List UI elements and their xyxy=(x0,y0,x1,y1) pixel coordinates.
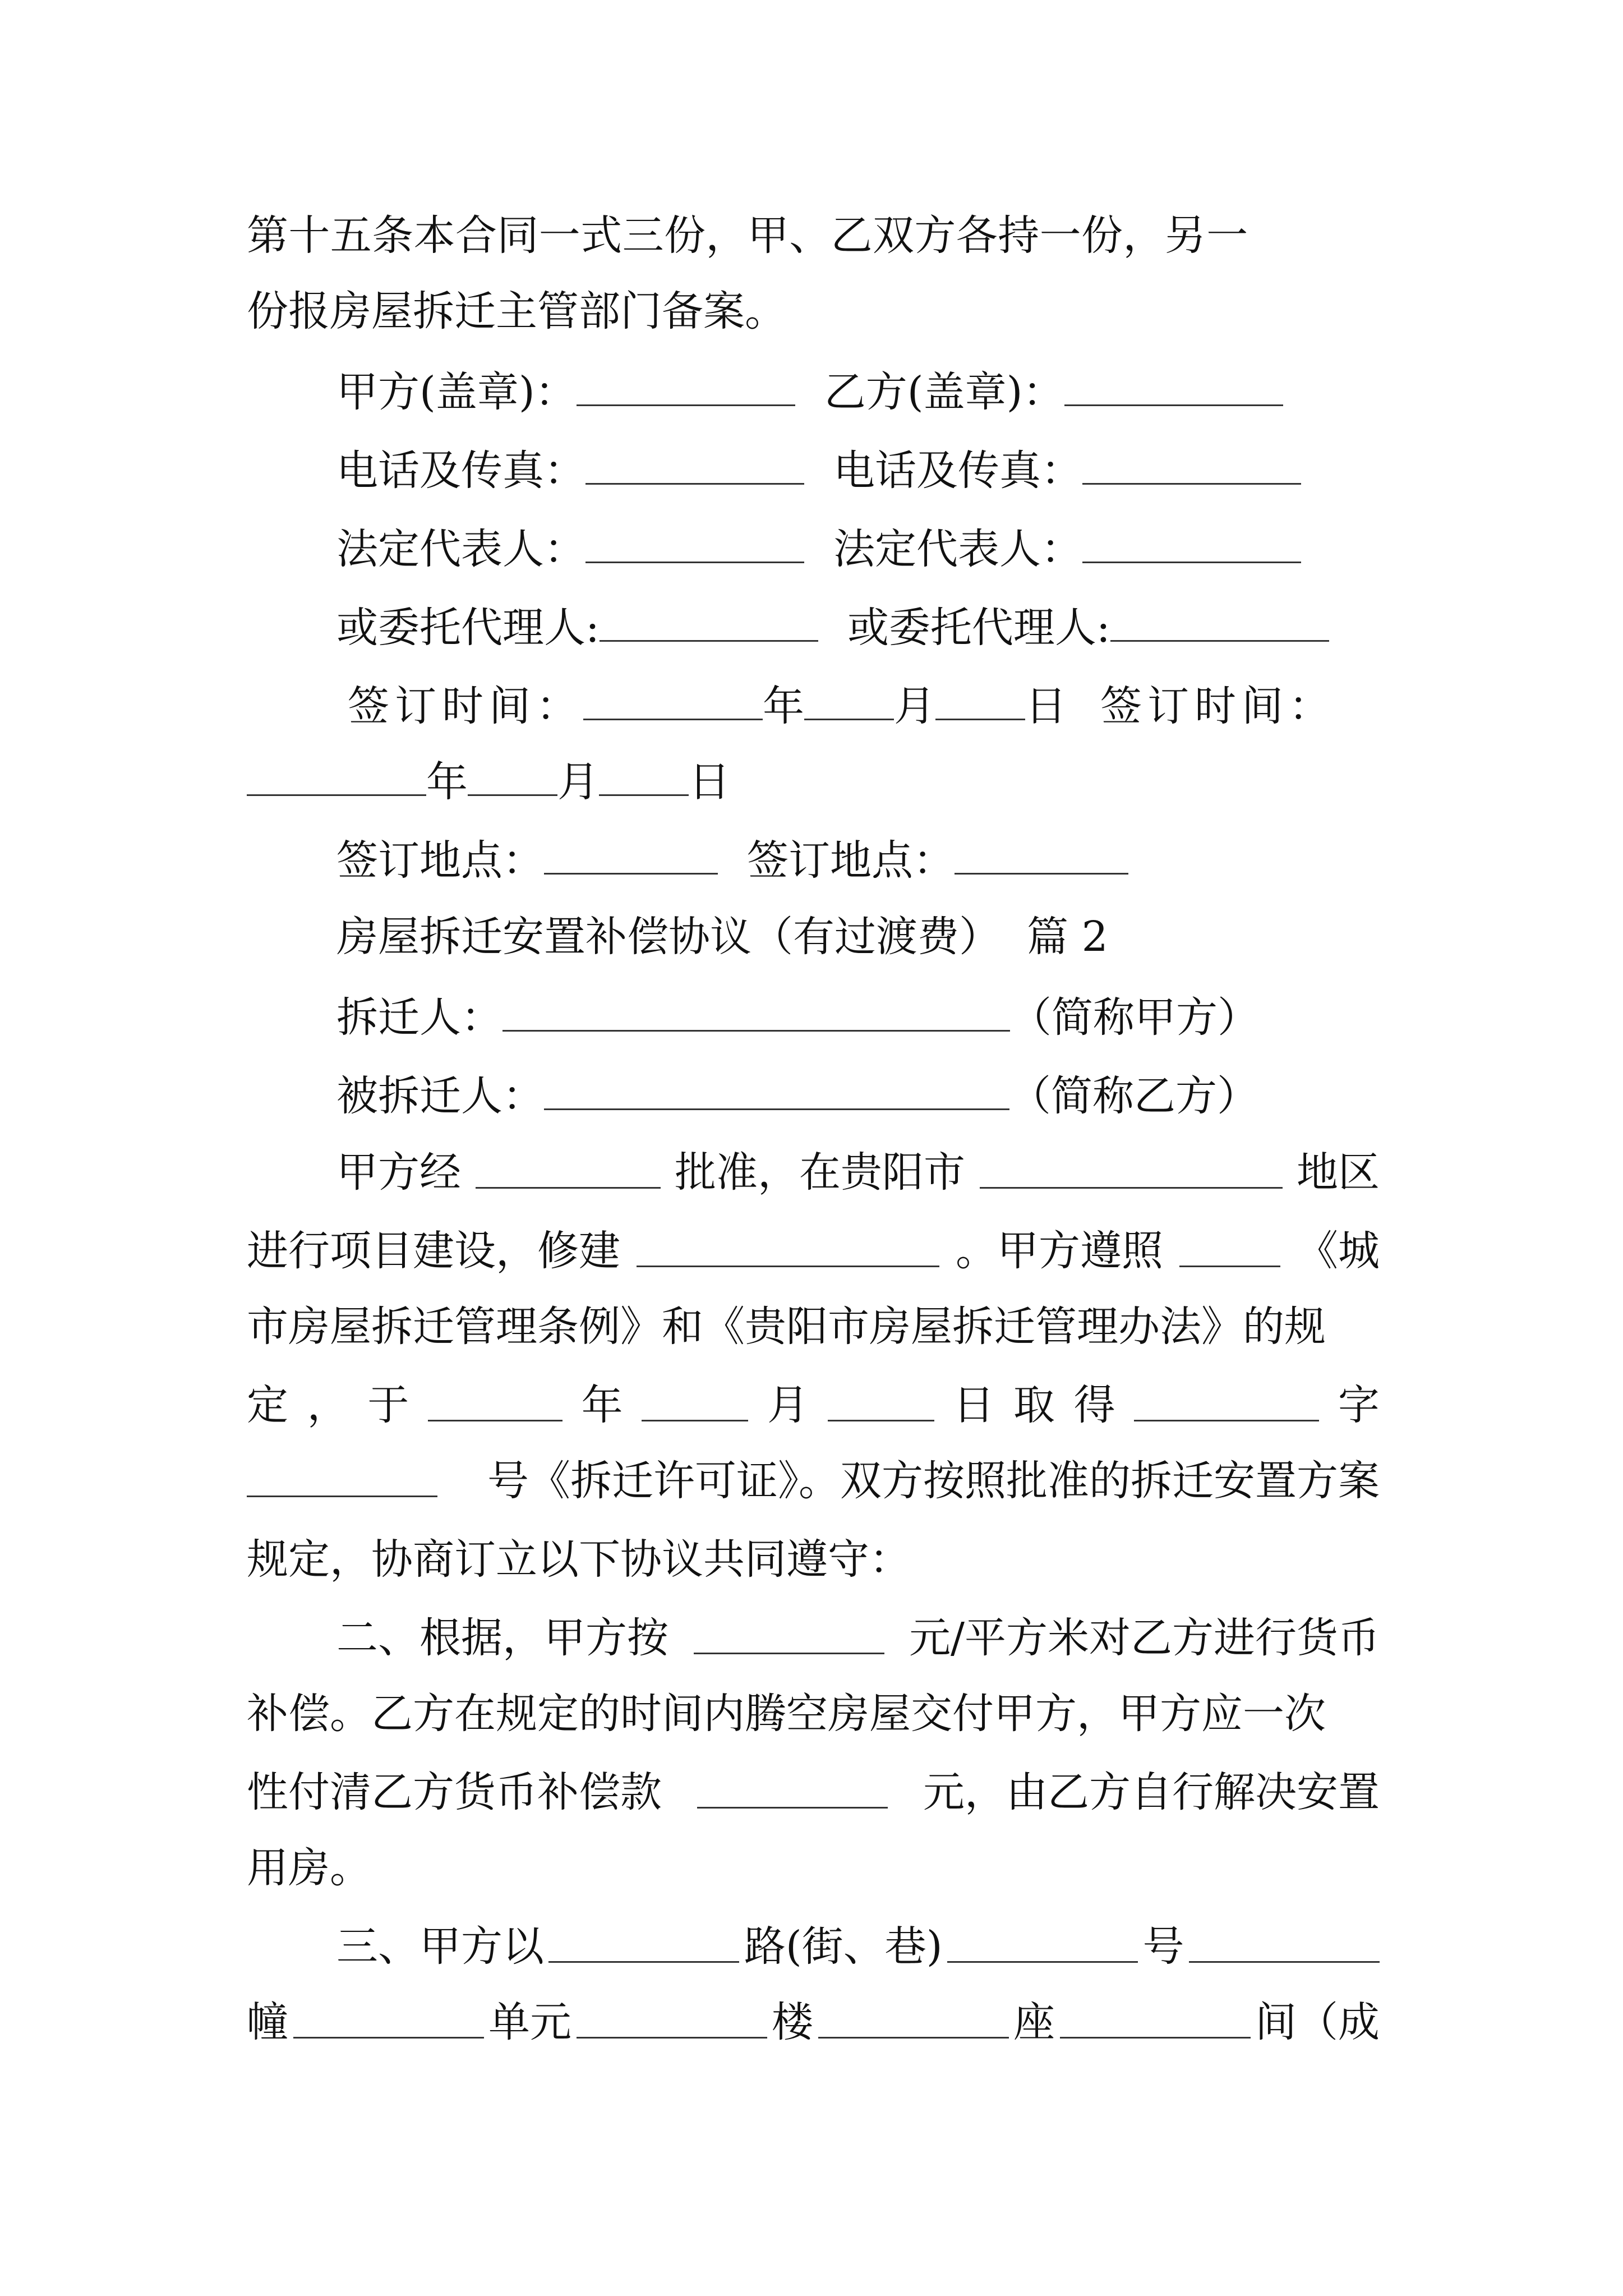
party-b-seal-blank[interactable] xyxy=(1064,362,1283,406)
party-a-legal-rep-label: 法定代表人： xyxy=(336,525,585,573)
intro-t7: 定 xyxy=(247,1381,288,1429)
clause15-line2-text: 份报房屋拆迁主管部门备案。 xyxy=(247,287,786,335)
party-b-tel-fax-blank[interactable] xyxy=(1082,440,1301,485)
clause3-t3: 号 xyxy=(1142,1922,1184,1971)
building-blank[interactable] xyxy=(1189,1918,1380,1963)
intro-t10: 年 xyxy=(581,1381,623,1429)
permit-number-blank[interactable] xyxy=(247,1453,437,1497)
permit-year-blank[interactable] xyxy=(428,1377,562,1421)
clause15-line1 xyxy=(247,208,1380,264)
seat-blank[interactable] xyxy=(818,1994,1009,2039)
intro-t5: 。甲方遵照 xyxy=(956,1227,1163,1275)
seal-row xyxy=(336,362,1283,418)
intro-line3 xyxy=(247,1299,1380,1355)
party-b-seal-label: 乙方(盖章)： xyxy=(824,368,1064,416)
party-b-day-label: 日 xyxy=(689,758,730,806)
party-a-tel-fax-label: 电话及传真： xyxy=(336,447,585,495)
party-a-tel-fax-blank[interactable] xyxy=(585,440,804,485)
intro-line1 xyxy=(336,1144,1380,1200)
intro-line3-text: 市房屋拆迁管理条例》和《贵阳市房屋拆迁管理办法》的规 xyxy=(247,1303,1326,1351)
party-a-sign-place-blank[interactable] xyxy=(544,830,718,875)
unit-blank[interactable] xyxy=(293,1994,484,2039)
demolisher-row xyxy=(336,987,1259,1043)
party-a-month-blank[interactable] xyxy=(804,676,894,720)
road-blank[interactable] xyxy=(548,1918,739,1963)
clause3-t8: 间（成 xyxy=(1255,1998,1380,2046)
intro-t9: 于 xyxy=(367,1381,409,1429)
party-b-sign-time-label: 签订时间： xyxy=(1100,682,1336,730)
clause2-t1: 二、根据，甲方按 xyxy=(336,1614,668,1662)
demolisher-note: （简称甲方） xyxy=(1010,993,1259,1042)
party-b-legal-rep-blank[interactable] xyxy=(1082,519,1301,563)
clause3-t2: 路(街、巷) xyxy=(744,1922,943,1971)
intro-t3: 地区 xyxy=(1297,1148,1380,1197)
district-blank[interactable] xyxy=(980,1144,1283,1189)
intro-line6-text: 规定，协商订立以下协议共同遵守： xyxy=(247,1535,911,1584)
house-number-blank[interactable] xyxy=(947,1918,1138,1963)
party-b-sign-place-label: 签订地点： xyxy=(747,836,955,885)
party-a-year-blank[interactable] xyxy=(583,676,763,720)
intro-t14: 得 xyxy=(1073,1381,1115,1429)
relocatee-note: （简称乙方） xyxy=(1009,1072,1258,1120)
clause3-line2 xyxy=(247,1994,1380,2050)
party-a-seal-label: 甲方(盖章)： xyxy=(336,368,577,416)
intro-line6 xyxy=(247,1531,911,1588)
clause2-line2-text: 补偿。乙方在规定的时间内腾空房屋交付甲方，甲方应一次 xyxy=(247,1690,1326,1738)
clause2-line2 xyxy=(247,1686,1380,1742)
party-b-tel-fax-label: 电话及传真： xyxy=(833,447,1082,495)
compensation-amount-blank[interactable] xyxy=(697,1764,888,1809)
agent-row xyxy=(336,597,1329,654)
party-b-month-label: 月 xyxy=(557,758,599,806)
intro-t1: 甲方经 xyxy=(336,1148,461,1197)
permit-day-blank[interactable] xyxy=(828,1377,934,1421)
permit-month-blank[interactable] xyxy=(642,1377,748,1421)
clause2-t2: 元/平方米对乙方进行货币 xyxy=(909,1614,1380,1662)
intro-t8: ， xyxy=(307,1381,349,1429)
relocatee-blank[interactable] xyxy=(544,1066,1009,1110)
party-a-agent-blank[interactable] xyxy=(600,597,818,642)
party-a-legal-rep-blank[interactable] xyxy=(585,519,804,563)
party-b-agent-label: 或委托代理人: xyxy=(847,604,1110,652)
party-a-day-blank[interactable] xyxy=(935,676,1025,720)
legal-rep-row xyxy=(336,519,1301,575)
intro-t6: 《城 xyxy=(1297,1227,1380,1275)
intro-t13: 取 xyxy=(1013,1381,1055,1429)
approval-authority-blank[interactable] xyxy=(476,1144,661,1189)
clause2-line1 xyxy=(336,1610,1380,1666)
party-b-year-blank[interactable] xyxy=(247,752,426,796)
tel-fax-row xyxy=(336,440,1301,496)
party-a-sign-time-label: 签订时间： xyxy=(348,682,583,730)
party-b-year-label: 年 xyxy=(426,758,468,806)
party-b-month-blank[interactable] xyxy=(468,752,557,796)
demolisher-blank[interactable] xyxy=(502,987,1010,1032)
sign-time-row xyxy=(348,676,1336,732)
party-a-month-label: 月 xyxy=(894,682,935,730)
intro-t4: 进行项目建设，修建 xyxy=(247,1227,620,1275)
intro-line4 xyxy=(247,1377,1380,1433)
clause3-t7: 座 xyxy=(1013,1998,1055,2046)
clause2-line4-text: 用房。 xyxy=(247,1844,371,1892)
clause2-t3: 性付清乙方货币补偿款 xyxy=(247,1768,662,1816)
price-per-sqm-blank[interactable] xyxy=(694,1610,884,1654)
clause3-t5: 单元 xyxy=(488,1998,571,2046)
room-blank[interactable] xyxy=(1060,1994,1251,2039)
intro-line5 xyxy=(247,1453,1380,1509)
section2-title-text: 房屋拆迁安置补偿协议（有过渡费） 篇 2 xyxy=(336,913,1108,961)
intro-line2 xyxy=(247,1223,1380,1279)
clause2-line3 xyxy=(247,1764,1380,1820)
party-a-agent-label: 或委托代理人: xyxy=(336,604,600,652)
demolisher-label: 拆迁人： xyxy=(336,993,502,1042)
intro-t12: 日 xyxy=(953,1381,995,1429)
section2-title xyxy=(336,909,1108,965)
party-a-seal-blank[interactable] xyxy=(577,362,795,406)
intro-t15: 字 xyxy=(1338,1381,1380,1429)
clause15-line1-text: 第十五条本合同一式三份，甲、乙双方各持一份，另一 xyxy=(247,211,1248,260)
clause2-line4 xyxy=(247,1840,371,1896)
intro-t2: 批准，在贵阳市 xyxy=(675,1148,965,1197)
party-b-agent-blank[interactable] xyxy=(1110,597,1329,642)
clause3-t4: 幢 xyxy=(247,1998,288,2046)
floor-blank[interactable] xyxy=(577,1994,767,2039)
clause2-t4: 元，由乙方自行解决安置 xyxy=(923,1768,1380,1816)
clause15-line2 xyxy=(247,283,786,339)
sign-place-row xyxy=(336,830,1128,886)
compliance-blank[interactable] xyxy=(1179,1223,1280,1267)
party-b-sign-place-blank[interactable] xyxy=(955,830,1128,875)
party-a-sign-place-label: 签订地点： xyxy=(336,836,544,885)
clause3-t6: 楼 xyxy=(772,1998,813,2046)
relocatee-row xyxy=(336,1066,1258,1122)
project-blank[interactable] xyxy=(637,1223,939,1267)
relocatee-label: 被拆迁人： xyxy=(336,1072,544,1120)
party-a-year-label: 年 xyxy=(763,682,804,730)
party-b-day-blank[interactable] xyxy=(599,752,689,796)
party-a-day-label: 日 xyxy=(1025,682,1067,730)
party-b-legal-rep-label: 法定代表人： xyxy=(833,525,1082,573)
permit-word-blank[interactable] xyxy=(1134,1377,1319,1421)
clause3-t1: 三、甲方以 xyxy=(336,1922,544,1971)
intro-t16: 号《拆迁许可证》。双方按照批准的拆迁安置方案 xyxy=(487,1457,1380,1505)
intro-t11: 月 xyxy=(767,1381,809,1429)
sign-time-row-cont xyxy=(247,752,730,808)
clause3-line1 xyxy=(336,1918,1380,1975)
